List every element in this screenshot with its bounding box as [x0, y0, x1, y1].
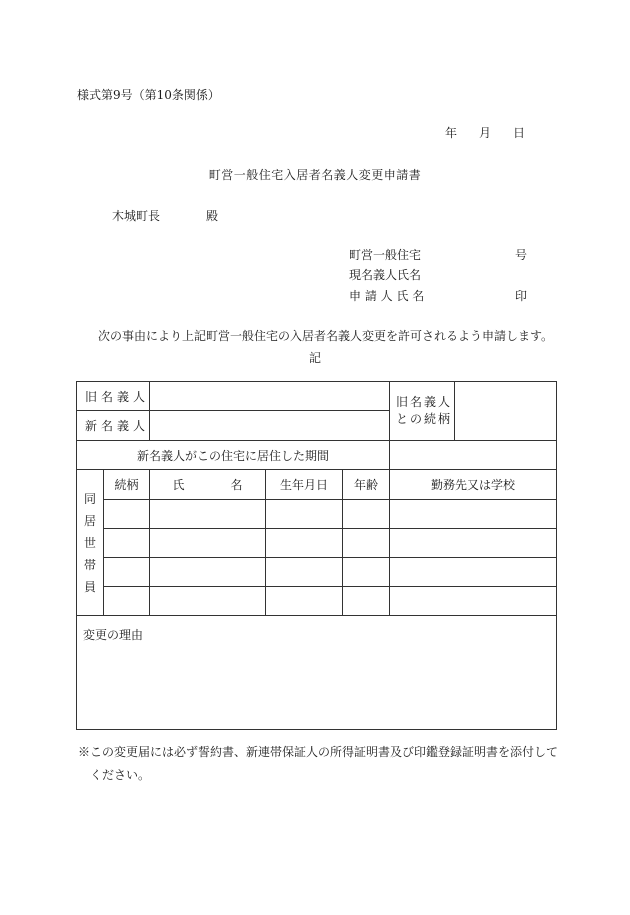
residence-period-field[interactable]	[390, 441, 557, 470]
addressee-honorific: 殿	[206, 209, 219, 223]
household-char: 同	[83, 491, 96, 506]
document-title: 町営一般住宅入居者名義人変更申請書	[208, 168, 422, 182]
relation-cell[interactable]	[104, 587, 150, 616]
date-year-label: 年	[445, 126, 458, 140]
form-number: 様式第9号（第10条関係）	[77, 88, 220, 102]
col-age-header: 年齢	[343, 470, 390, 500]
note-line-1: ※この変更届には必ず誓約書、新連帯保証人の所得証明書及び印鑑登録証明書を添付して	[78, 745, 559, 759]
household-char: 居	[83, 513, 96, 528]
birthdate-cell[interactable]	[266, 529, 343, 558]
col-workplace-header: 勤務先又は学校	[390, 470, 557, 500]
change-reason-field[interactable]	[77, 616, 557, 730]
house-label: 町営一般住宅	[349, 248, 422, 262]
col-given-header: 名	[230, 478, 243, 492]
relation-cell[interactable]	[104, 529, 150, 558]
birthdate-cell[interactable]	[266, 500, 343, 529]
date-month-label: 月	[479, 126, 492, 140]
age-cell[interactable]	[343, 529, 390, 558]
workplace-cell[interactable]	[390, 558, 557, 587]
col-name-header	[150, 470, 266, 500]
relation-to-old-holder-field[interactable]	[455, 382, 557, 441]
household-row	[77, 587, 557, 616]
name-cell[interactable]	[150, 500, 266, 529]
birthdate-cell[interactable]	[266, 558, 343, 587]
current-holder-label: 現名義人氏名	[349, 268, 422, 282]
seal-mark: 印	[515, 289, 528, 303]
age-cell[interactable]	[343, 587, 390, 616]
name-cell[interactable]	[150, 558, 266, 587]
age-cell[interactable]	[343, 558, 390, 587]
household-members-label	[77, 470, 104, 616]
relation-label-line2: との続柄	[396, 412, 453, 426]
household-char: 世	[83, 535, 96, 550]
applicant-label: 申 請 人 氏 名	[349, 289, 425, 303]
household-char: 帯	[83, 557, 96, 572]
household-char: 員	[83, 579, 96, 594]
workplace-cell[interactable]	[390, 500, 557, 529]
col-birthdate-header: 生年月日	[266, 470, 343, 500]
new-holder-label: 新名義人	[77, 411, 150, 441]
note-line-2: ください。	[90, 768, 151, 782]
old-holder-label: 旧名義人	[77, 382, 150, 411]
col-surname-header: 氏	[172, 478, 185, 492]
name-cell[interactable]	[150, 529, 266, 558]
change-reason-label: 変更の理由	[83, 628, 144, 642]
addressee	[112, 207, 218, 224]
workplace-cell[interactable]	[390, 529, 557, 558]
birthdate-cell[interactable]	[266, 587, 343, 616]
workplace-cell[interactable]	[390, 587, 557, 616]
age-cell[interactable]	[343, 500, 390, 529]
new-holder-field[interactable]	[150, 411, 390, 441]
ki-heading: 記	[308, 351, 321, 365]
applicant-house-line	[349, 246, 528, 263]
date-day-label: 日	[513, 126, 526, 140]
date-line	[445, 124, 525, 141]
applicant-name-line	[349, 287, 528, 304]
old-holder-field[interactable]	[150, 382, 390, 411]
addressee-name: 木城町長	[112, 209, 161, 223]
body-text: 次の事由により上記町営一般住宅の入居者名義人変更を許可されるよう申請します。	[98, 329, 554, 343]
household-row	[77, 529, 557, 558]
col-relation-header: 続柄	[104, 470, 150, 500]
household-row	[77, 558, 557, 587]
house-number-suffix: 号	[515, 248, 528, 262]
current-holder-line	[349, 266, 421, 283]
relation-cell[interactable]	[104, 500, 150, 529]
name-cell[interactable]	[150, 587, 266, 616]
relation-to-old-holder-label	[390, 382, 455, 441]
residence-period-label: 新名義人がこの住宅に居住した期間	[77, 441, 390, 470]
relation-cell[interactable]	[104, 558, 150, 587]
relation-label-line1: 旧名義人	[396, 395, 453, 409]
household-row	[77, 500, 557, 529]
application-table	[76, 381, 557, 730]
